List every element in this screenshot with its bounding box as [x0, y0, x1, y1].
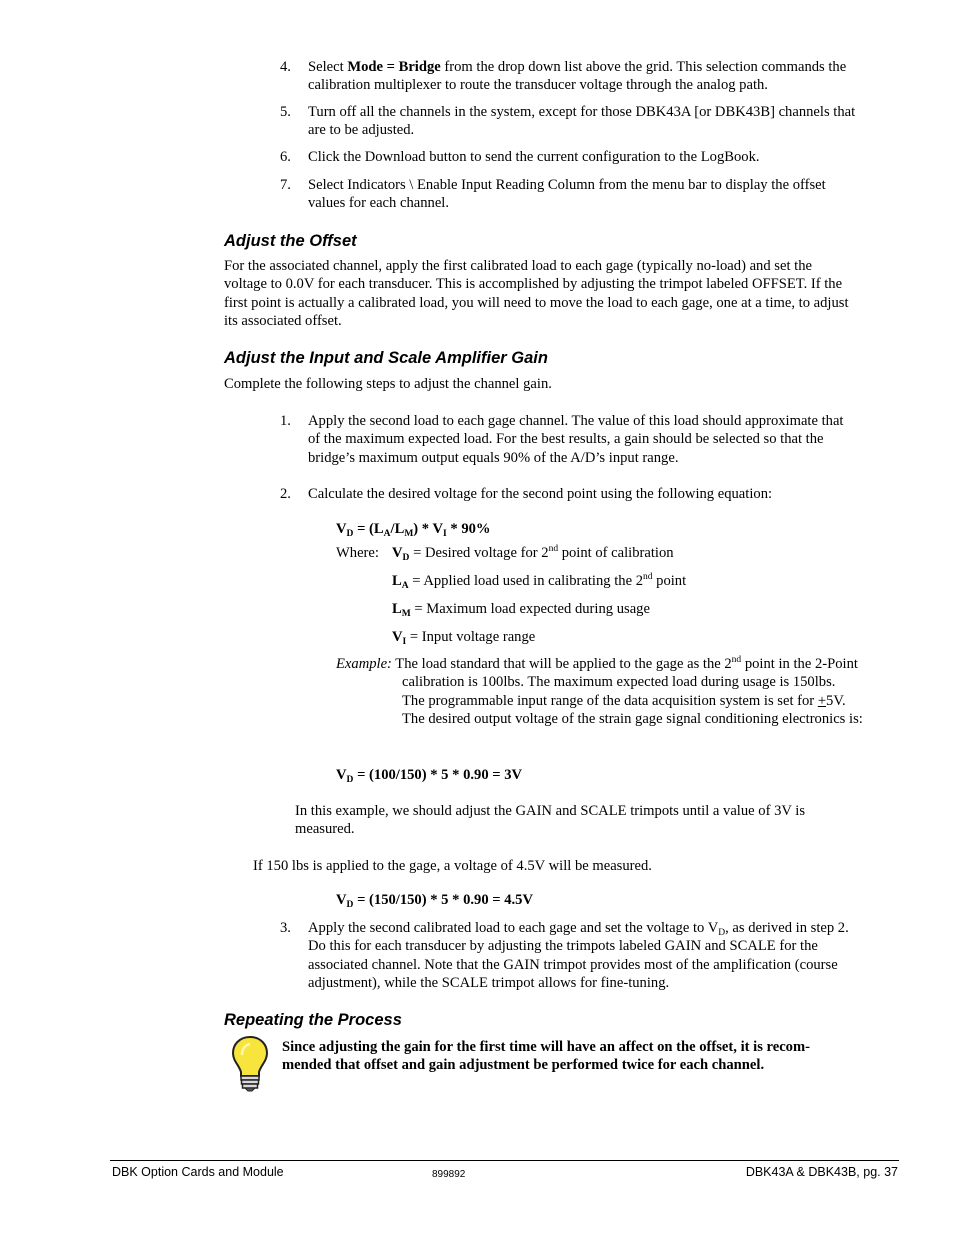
footer-rule: [110, 1160, 899, 1161]
gain-intro: Complete the following steps to adjust the channel gain.: [224, 376, 552, 392]
heading-adjust-offset: Adjust the Offset: [224, 232, 357, 250]
heading-adjust-gain: Adjust the Input and Scale Amplifier Gain: [224, 349, 548, 367]
equation-example-4-5v: $V_D = (150/150) * 5 * 0.90 = 4.5V$: [336, 892, 534, 910]
example-block: Example: The load standard that will be applied to the gage as the 2nd point in the 2-Point calibration is 100lbs. The maximum expected load during usage is 150lbs. The programmable input range of the data acquisition system is set for +5V. The desired output voltage of the strain gage signal conditioning electronics is:: [336, 655, 863, 727]
footer-center: 899892: [432, 1169, 466, 1180]
mode-bridge-label: Mode = Bridge: [347, 59, 441, 75]
lightbulb-icon: [230, 1035, 270, 1093]
step-number: 4.: [280, 59, 291, 75]
tip-text: Since adjusting the gain for the first time will have an affect on the offset, it is recom- mended that offset and gain adjustment be performed twice for each channel.: [282, 1039, 810, 1074]
note-4-5v: If 150 lbs is applied to the gage, a voltage of 4.5V will be measured.: [253, 858, 652, 874]
offset-paragraph: For the associated channel, apply the first calibrated load to each gage (typically no-load) and set the voltage to 0.0V for each transducer. This is accomplished by adjusting the trimpot labeled OFFSET. If the first point is actually a calibrated load, you will need to move the load to each gage, one at a time, to adjust its associated offset.: [224, 258, 849, 329]
where-label: Where:: [336, 545, 379, 561]
footer-left: DBK Option Cards and Module: [112, 1165, 284, 1179]
equation-example-3v: $V_D = (100/150) * 5 * 0.90 = 3V$: [336, 767, 523, 785]
definition-la: $L_A$ = Applied load used in calibrating the 2nd point: [392, 572, 687, 591]
definition-vi: $V_I$ = Input voltage range: [392, 629, 536, 647]
footer-right: DBK43A & DBK43B, pg. 37: [745, 1165, 898, 1179]
note-3v: In this example, we should adjust the GAIN and SCALE trimpots until a value of 3V is measured.: [295, 803, 806, 838]
definition-lm: $L_M$ = Maximum load expected during usage: [392, 601, 650, 619]
equation-desired-voltage: $V_D = (L_A/L_M) * V_I * 90\%$: [336, 521, 491, 539]
heading-repeating-process: Repeating the Process: [224, 1011, 402, 1029]
definition-vd: $V_D$ = Desired voltage for 2nd point of calibration: [392, 544, 674, 563]
